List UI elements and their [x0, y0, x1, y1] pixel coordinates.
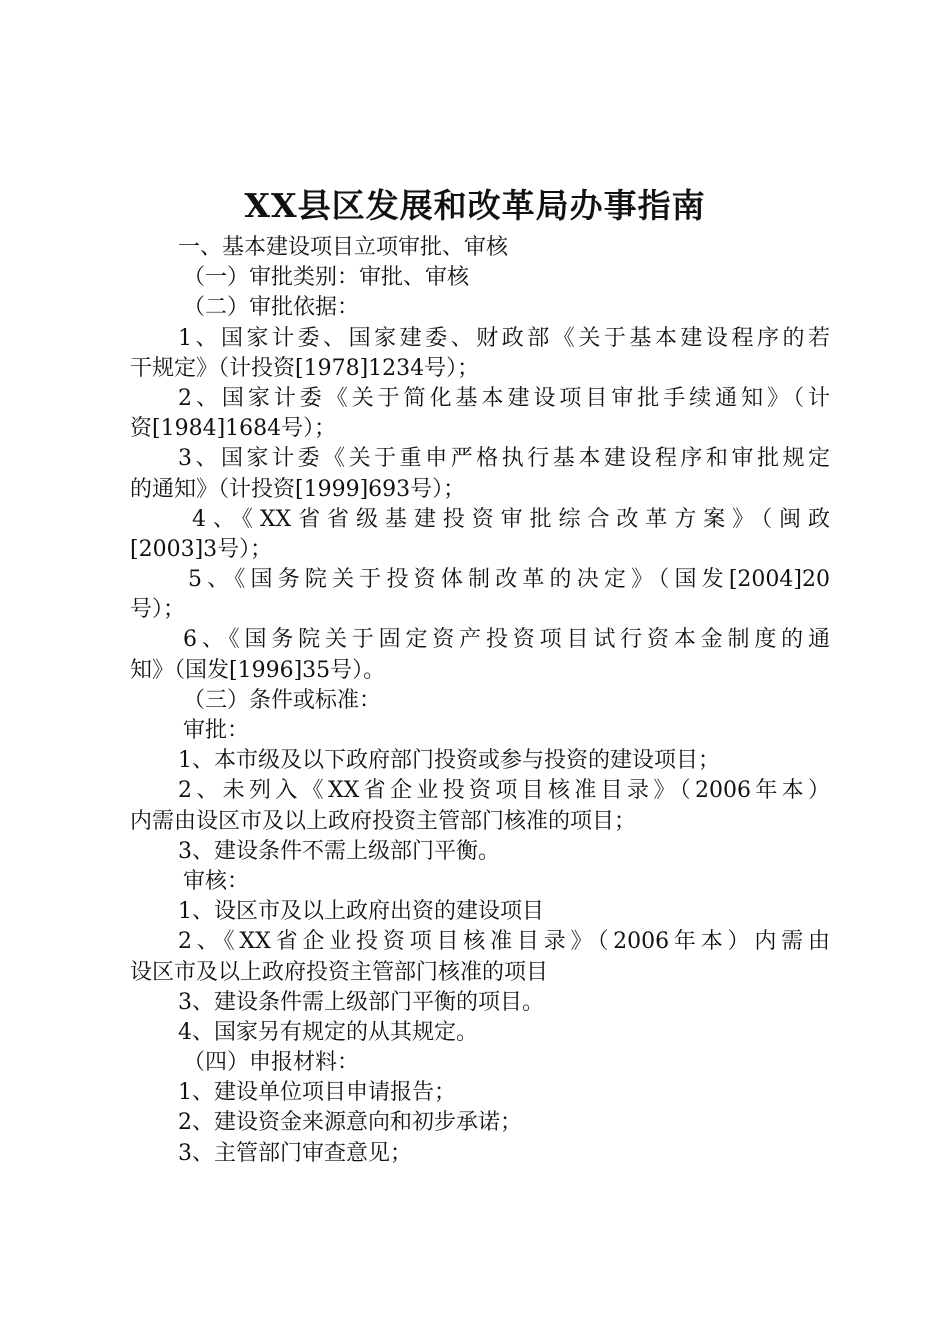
- paragraph-line: 1、国家计委、国家建委、财政部《关于基本建设程序的若: [178, 325, 830, 351]
- paragraph-line: 1、本市级及以下政府部门投资或参与投资的建设项目；: [178, 748, 720, 774]
- paragraph-line: 的通知》（计投资[1999]693号）；: [130, 476, 466, 502]
- paragraph-line: 2、建设资金来源意向和初步承诺；: [178, 1110, 522, 1136]
- paragraph-line: 5、《国务院关于投资体制改革的决定》（国发[2004]20: [188, 567, 830, 593]
- paragraph-line: 3、建设条件需上级部门平衡的项目。: [178, 989, 544, 1015]
- section-heading: 一、基本建设项目立项审批、审核: [178, 235, 509, 260]
- paragraph-line: 2、未列入《XX省企业投资项目核准目录》（2006年本）: [178, 778, 830, 804]
- paragraph-line: 4、《XX省省级基建投资审批综合改革方案》（闽政: [192, 506, 830, 532]
- paragraph-line: 3、国家计委《关于重申严格执行基本建设程序和审批规定: [178, 446, 830, 472]
- document-title: XX县区发展和改革局办事指南: [244, 186, 706, 225]
- paragraph-line: 资[1984]1684号）；: [130, 416, 337, 442]
- subsection-heading: （一）审批类别：审批、审核: [183, 265, 470, 291]
- paragraph-line: 内需由设区市及以上政府投资主管部门核准的项目；: [130, 808, 637, 834]
- paragraph-line: 3、建设条件不需上级部门平衡。: [178, 838, 500, 864]
- paragraph-line: 2、《XX省企业投资项目核准目录》（2006年本）内需由: [178, 929, 830, 955]
- paragraph-line: 1、设区市及以上政府出资的建设项目: [178, 899, 544, 925]
- subheading-label: 审批：: [183, 718, 250, 743]
- subsection-heading: （二）审批依据：: [183, 295, 360, 321]
- subheading-label: 审核：: [183, 868, 250, 894]
- document-body: [130, 233, 830, 1169]
- paragraph-line: 干规定》（计投资[1978]1234号）；: [130, 355, 480, 381]
- paragraph-line: 知》（国发[1996]35号）。: [130, 657, 386, 683]
- paragraph-line: [2003]3号）；: [130, 536, 273, 562]
- subsection-heading: （三）条件或标准：: [183, 687, 382, 713]
- paragraph-line: 6、《国务院关于固定资产投资项目试行资本金制度的通: [183, 627, 830, 653]
- paragraph-line: 3、主管部门审查意见；: [178, 1140, 412, 1166]
- paragraph-line: 1、建设单位项目申请报告；: [178, 1080, 456, 1106]
- paragraph-line: 4、国家另有规定的从其规定。: [178, 1019, 478, 1045]
- paragraph-line: 号）；: [130, 597, 186, 623]
- subsection-heading: （四）申报材料：: [183, 1050, 360, 1076]
- paragraph-line: 2、国家计委《关于简化基本建设项目审批手续通知》（计: [178, 385, 830, 411]
- paragraph-line: 设区市及以上政府投资主管部门核准的项目: [130, 959, 549, 985]
